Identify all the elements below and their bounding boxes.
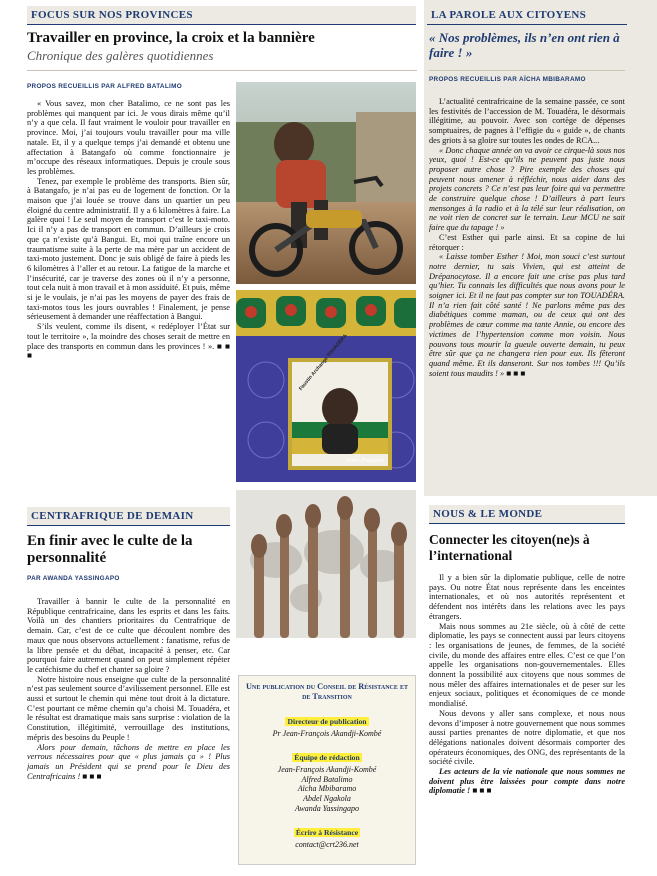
team-member: Jean-François Akandji-Kombé — [277, 764, 377, 774]
section-header-centrafrique-demain: CENTRAFRIQUE DE DEMAIN — [27, 507, 230, 526]
article-body-provinces — [27, 99, 230, 495]
divider — [429, 70, 625, 71]
director-label: Directeur de publication — [287, 717, 367, 726]
commemorative-pagne-photo — [236, 290, 416, 482]
team-member: Aïcha Mbibaramo — [297, 784, 357, 794]
team-label: Équipe de rédaction — [294, 752, 360, 762]
byline: PAR AWANDA YASSINGAPO — [27, 575, 120, 582]
team-member: Abdel Ngakola — [303, 794, 351, 804]
paragraph: « Donc chaque année on va avoir ce cirque-là sous nos yeux, quoi ! Est-ce qu’ils ne peuvent pas juste nous proposer autre chose ? Pire exemple des choses qui peuvent nous amener à réfléchir, nous aider dans des projets concrets ? Ce n’est pas leur foire qui va permettre de construire quelque chose ! D’ailleurs à part leurs mensonges à la radio et à la télé sur leur réalisation, on ne voit rien de concret sur le terrain. Leur MCU ne sait faire que du tapage ! » — [429, 145, 625, 233]
paragraph: Il y a bien sûr la diplomatie publique, celle de notre pays. Ou notre État nous représente dans les enceintes internationales, et où nos autorités représentent et défendent nos intérêts dans les relations avec les pays étrangers. — [429, 573, 625, 621]
paragraph: Mais nous sommes au 21e siècle, où à côté de cette diplomatie, les pays se connectent aussi par leurs citoyens : les organisations de jeunes, de femmes, de la société civile, du monde des affaires entre elles. C’est ce que l’on appelle les organisations non-gouvernementales. Elles donnent la possibilité aux citoyens que nous sommes de nous mêler des affaires internationales et de peser sur les enjeux sociaux, politiques et économiques de ce monde mondialisé. — [429, 621, 625, 709]
paragraph: Les acteurs de la vie nationale que nous sommes ne doivent plus être laissées pour compte dans notre diplomatie ! ■ ■ ■ — [429, 767, 625, 796]
article-title: En finir avec le culte de la personnalité — [27, 533, 193, 566]
article-header-culte — [27, 533, 230, 567]
paragraph: L’actualité centrafricaine de la semaine passée, ce sont les festivités de l’accession de M. Touadéra, le désormais illégitime, au pouvoir. Avec son cortège de dépenses somptuaires, de pagnes à l’effigie du « guide », de chants des griots à sa gloire sur toutes les ondes de RCA... — [429, 97, 625, 145]
moto-rider-photo — [236, 82, 416, 284]
paragraph: « Laisse tomber Esther ! Moi, mon souci c’est surtout notre dernier, tu sais Vivien, qui est atteint de Drépanocytose. Il a encore fait une crise pas plus tard qu’hier. Tu connais les difficultés que nous avons pour le soigner ici. Et il ne faut pas compter sur ton TOUADÉRA. Il n’a rien fait côté santé ! Ne parlons même pas des diabétiques comme maman, ou de ceux qui ont des problèmes de cœur comme ma tante Annie, ou encore des victimes de l’hypertension comme mon voisin. Nous pouvons tous mourir la gueule ouverte demain, tu peux être sûr que ça ne changera rien pour eux. Ils fêteront quand même. Et ils danseront. Sur nos tombes !!! Qu’ils soient tous maudits ! » ■ ■ ■ — [429, 252, 625, 378]
article-header-international — [429, 532, 625, 564]
paragraph: Alors pour demain, tâchons de mettre en place les verrous nécessaires pour que « plus jamais ça » ! Plus jamais un Président qui se prend pour le Dieu des Centrafricains ! ■ ■ ■ — [27, 742, 230, 781]
article-title: Travailler en province, la croix et la bannière — [27, 30, 315, 46]
paragraph: « Vous savez, mon cher Batalimo, ce ne sont pas les problèmes qui manquent par ici. Je vous dirais même qu’il n’y a que cela. Il faut vraiment le vouloir pour travailler en province. Moi, j’ai toujours voulu travailler pour ma ville natale. Et, il y a quelque temps j’ai demandé et obtenu une affectation à Batangafo où comme fonctionnaire je m’occupe des réseaux informatiques. Depuis je croule sous les problèmes. — [27, 99, 230, 176]
section-header-focus-provinces: FOCUS SUR NOS PROVINCES — [27, 6, 416, 25]
contact-email[interactable]: contact@crt236.net — [295, 839, 359, 849]
section-header-parole-citoyens: LA PAROLE AUX CITOYENS — [427, 6, 627, 25]
article-header-provinces — [27, 30, 417, 64]
article-body-parole — [429, 97, 625, 489]
article-subtitle: Chronique des galères quotidiennes — [27, 48, 214, 63]
team-member: Awanda Yassingapo — [295, 803, 359, 813]
divider — [27, 70, 417, 71]
director-name: Pr Jean-François Akandji-Kombé — [272, 729, 382, 738]
publication-credits-box — [238, 675, 416, 865]
paragraph: C’est Esther qui parle ainsi. Et sa copine de lui rétorquer : — [429, 232, 625, 252]
byline: PROPOS RECUEILLIS PAR ALFRED BATALIMO — [27, 83, 183, 90]
paragraph: S’ils veulent, comme ils disent, « redéployer l’État sur tout le territoire », la moindre des choses serait de mettre en place des transports en commun dans les provinces ! ». ■ ■ ■ — [27, 322, 230, 361]
contact-label: Écrire à Résistance — [295, 827, 359, 837]
fabric-slogan: Notre Président — [346, 458, 384, 464]
article-title: Connecter les citoyen(ne)s à l’international — [429, 532, 590, 563]
publication-title: Une publication du Conseil de Résistance et de Transition — [246, 682, 408, 701]
paragraph: Nous devons y aller sans complexe, et nous nous devons d’imposer à notre gouvernement que nous sommes aussi parties prenantes de notre diplomatie, et que nos délégations nationales doivent désormais comporter des opérateurs économiques, des ONG, des représentants de la société civile. — [429, 708, 625, 767]
article-body-international — [429, 573, 625, 869]
article-body-culte — [27, 597, 230, 869]
team-member: Alfred Batalimo — [301, 774, 353, 784]
section-header-nous-monde: NOUS & LE MONDE — [429, 505, 625, 524]
paragraph: Tenez, par exemple le problème des transports. Bien sûr, à Batangafo, je n’ai pas eu de logement de fonction. Or la maison que j’ai louée se trouve dans un quartier un peu éloigné du centre administratif. Il y a 6 kilomètres à faire. La galère quoi ! Le seul moyen de transport c’est le taxi-moto. Ici il n’y a pas de transport en commun. D’ailleurs je crois que ça n’existe qu’à Bangui. Et, moi qui traîne encore un traumatisme suite à la perte de ma mère par un accident de taxi-moto justement. Donc je suis obligé de faire à pieds les 6 kilomètres à l’aller et au retour. La fatigue de la marche et l’insécurité, car je traverse des zones où il n’y a personne, tout cela nuit à mon travail et à mon assiduité. Et puis, même si je le voulais, je n’ai pas les moyens de payer des frais de taxi-motos tous les jours ouvrables ! Finalement, je pense sérieusement à demander une réaffectation à Bangui. — [27, 176, 230, 322]
raised-hands-world-map-photo — [236, 490, 416, 638]
paragraph: Travailler à bannir le culte de la personnalité en République centrafricaine, dans les esprits et dans les faits. Voilà un des chantiers prioritaires du Centrafrique de demain. Car, c’est de ce culte que découlent nombre des maux que nous observons actuellement : fanatisme, refus de la libre pensée et du débat, incapacité à penser, etc. Car pourquoi faire autrement quand on peut simplement répéter le catéchisme du chef et chanter sa gloire ? — [27, 597, 230, 674]
article-title: « Nos problèmes, ils n’en ont rien à faire ! » — [429, 30, 620, 60]
byline: PROPOS RECUEILLIS PAR AÏCHA MBIBARAMO — [429, 76, 586, 83]
paragraph: Notre histoire nous enseigne que culte de la personnalité n’est pas seulement source d’avilissement personnel. Elle est aussi et surtout le chemin qui mène tout droit à la dictature. C’est pourtant ce même chemin qu’a choisi M. Touadéra, et le résultat est dramatique mais sans surprise : violation de la Constitution, illégitimité, verrouillage des institutions, mépris des besoins du Peuple ! — [27, 674, 230, 742]
